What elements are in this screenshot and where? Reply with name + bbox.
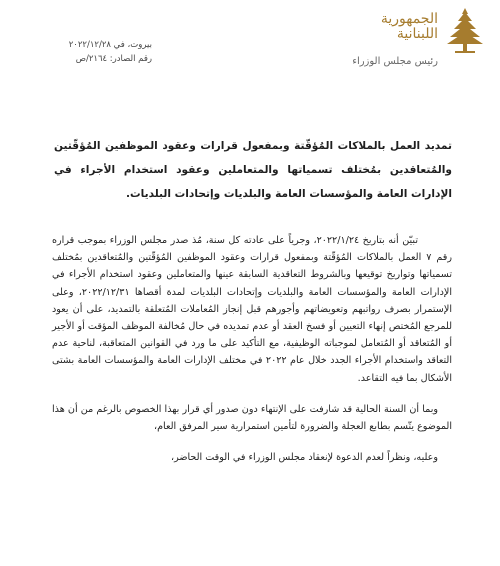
document-meta (52, 38, 152, 66)
body-paragraph-2: وبما أن السنة الحالية قد شارفت على الإنتهاء دون صدور أي قرار بهذا الخصوص بالرغم من أن هذا الموضوع يتّسم بطابع العجلة والضرورة لتأمين استمرارية سير المرفق العام، (52, 403, 452, 433)
document-body (52, 232, 452, 466)
body-paragraph-1: تبيّن أنه بتاريخ ٢٠٢٢/١/٢٤، وجرياً على عادته كل سنة، مُذ صدر مجلس الوزراء بموجب قراره رقم ٧ العمل بالملاكات المُؤقّتة وبمفعول قرارات وعقود الموظفين المُؤقّتين والمُتعاقدين بمُختلف تسمياتها وتواريخ توقيعها وبالشروط التعاقدية السابقة عينها والمتعاملين وعقود استخدام الأجراء في الإدارات العامة والمؤسسات العامة والبلديات وإتحادات البلديات لمدة أقصاها ٢٠٢٢/١٢/٣١، وعلى الإستمرار بصرف رواتبهم وتعويضاتهم وأجورهم قبل إنجاز المُعاملات المُتعلقة بالتمديد، على أن يعود للمرجع المُختص إنهاء التعيين أو فسخ العقد أو عدم تمديده في حال مُخالفة الموظف المؤقت أو الأجير أو المُتعاقد أو المُتعامل لموجباته الوظيفية، مع التأكيد على ما ورد في القوانين المتعاقبة، لناحية عدم التعاقد واستخدام الأجراء الجدد خلال عام ٢٠٢٢ في مختلف الإدارات العامة والمؤسسات العامة بشتى الأشكال بما فيه التقاعد. (52, 235, 452, 384)
reference-number: رقم الصادر: ٢١٦٤/ص (75, 54, 152, 64)
title-line-1: الجمهورية (380, 11, 438, 27)
document-subject: تمديد العمل بالملاكات المُؤقّتة وبمفعول قرارات وعقود الموظفين المُؤقّتين والمُتعاقدين بمُختلف تسمياتها والمتعاملين وعقود استخدام الأجراء في الإدارات العامة والمؤسسات العامة والبلديات وإتحادات البلديات. (54, 140, 452, 200)
body-paragraph-3: وعليه، ونظراً لعدم الدعوة لإنعقاد مجلس الوزراء في الوقت الحاضر، (170, 452, 438, 464)
republic-title (381, 12, 438, 42)
document-date: بيروت، في ٢٠٢٢/١٢/٢٨ (68, 40, 152, 50)
title-line-2: اللبنانية (396, 26, 438, 42)
office-subtitle: رئيس مجلس الوزراء (352, 56, 438, 67)
lebanese-cedar-emblem-icon (443, 6, 487, 58)
